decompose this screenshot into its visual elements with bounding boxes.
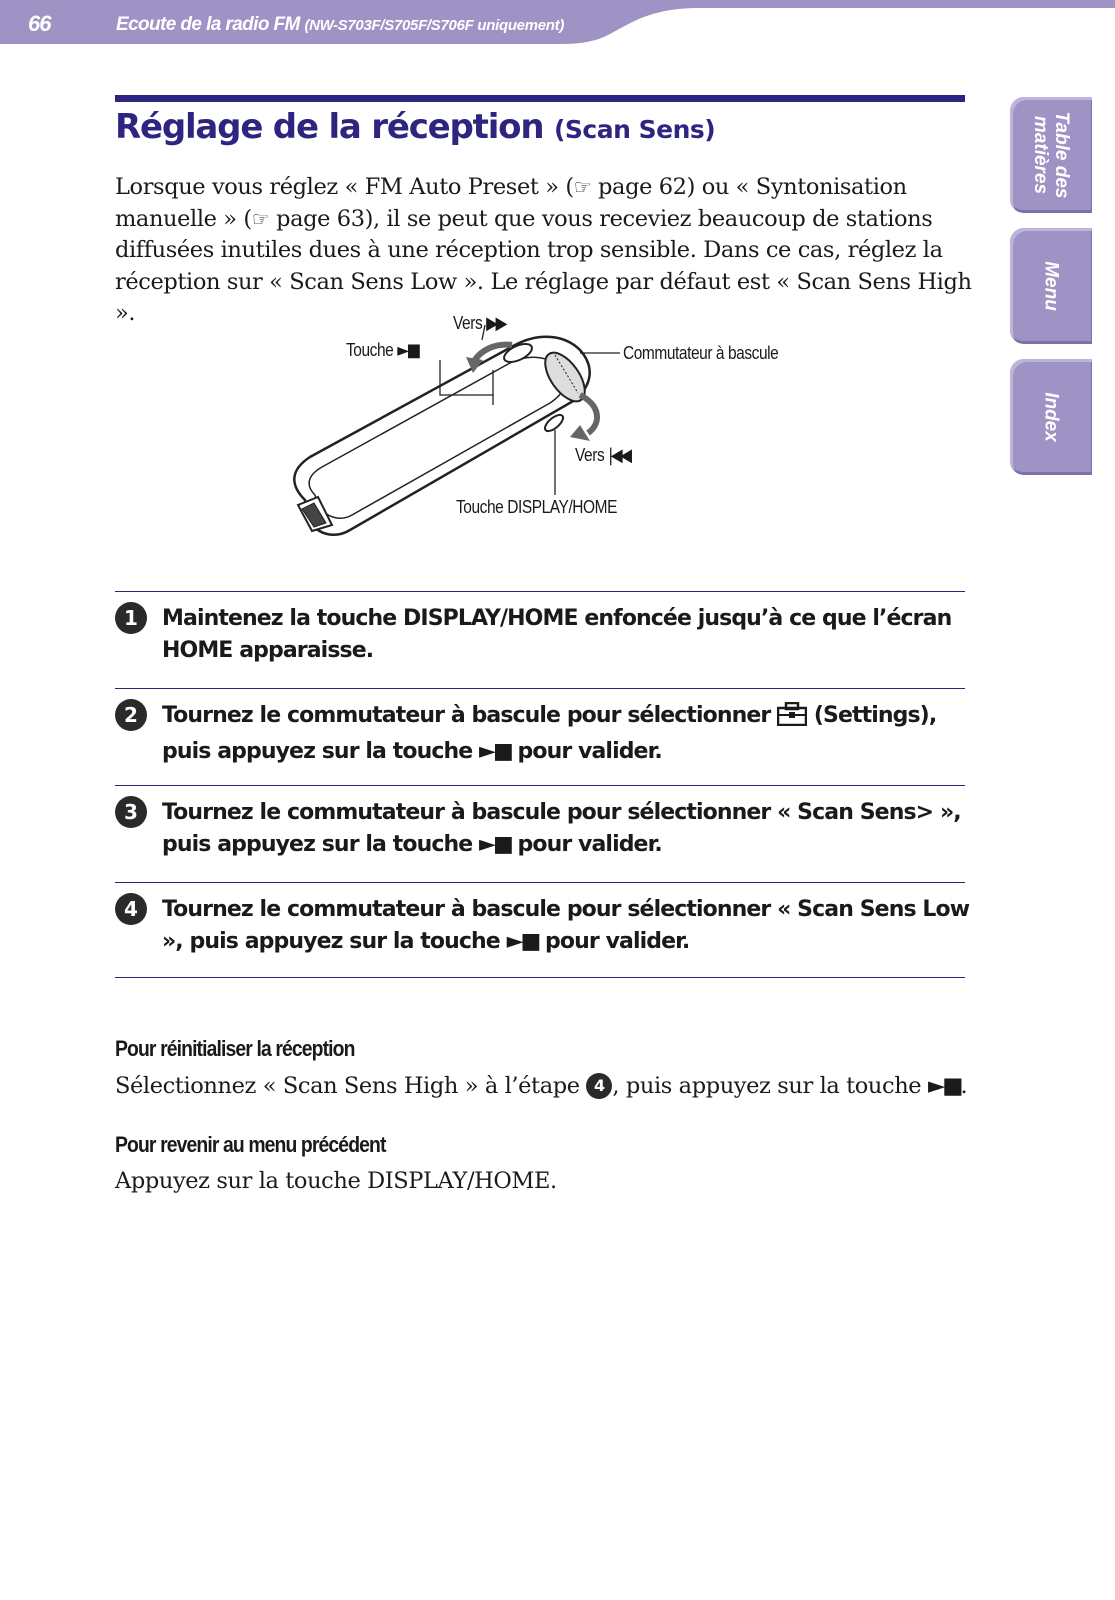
step-2: [115, 688, 965, 785]
step-3: [115, 785, 965, 882]
label-toggle: Commutateur à bascule: [623, 343, 779, 363]
play-stop-icon: ►■: [506, 929, 539, 954]
page-title-paren: (Scan Sens): [553, 115, 716, 144]
label-display-home: Touche DISPLAY/HOME: [456, 497, 618, 517]
previous-track-icon: |◀◀: [608, 445, 630, 466]
label-forward: Vers ▶▶: [453, 313, 505, 334]
device-illustration: [280, 305, 820, 550]
play-stop-icon: ►■: [397, 340, 419, 361]
tab-index[interactable]: [1010, 359, 1092, 475]
tab-table-of-contents-label: Table des matières: [1030, 111, 1072, 199]
fast-forward-icon: ▶▶: [486, 313, 505, 334]
chapter-title: Ecoute de la radio FM (NW-S703F/S705F/S706F uniquement): [116, 14, 565, 35]
note-text-reset: Sélectionnez « Scan Sens High » à l’étape 4 , puis appuyez sur la touche ►■.: [115, 1073, 968, 1099]
toolbox-icon: [777, 702, 807, 736]
hand-pointer-icon: ☞: [573, 175, 592, 199]
step-number: 1: [115, 602, 147, 634]
tab-table-of-contents[interactable]: [1010, 97, 1092, 213]
label-back: Vers |◀◀: [575, 445, 630, 466]
step-1: [115, 591, 965, 688]
label-play-button: Touche ►■: [346, 340, 419, 361]
step-number: 3: [115, 796, 147, 828]
hand-pointer-icon: ☞: [251, 206, 270, 231]
step-text: Tournez le commutateur à bascule pour sélectionner « Scan Sens> », puis appuyez sur la touche ►■ pour valider.: [162, 800, 961, 857]
tab-menu-label: Menu: [1040, 261, 1062, 311]
step-text: Tournez le commutateur à bascule pour sélectionner (Settings), puis appuyez sur la touche ►■ pour valider.: [162, 703, 937, 764]
note-heading-reset: Pour réinitialiser la réception: [115, 1036, 355, 1061]
play-stop-icon: ►■: [927, 1073, 961, 1099]
page-title: Réglage de la réception (Scan Sens): [115, 107, 716, 147]
step-text: Maintenez la touche DISPLAY/HOME enfoncée jusqu’à ce que l’écran HOME apparaisse.: [162, 606, 952, 663]
tab-menu[interactable]: [1010, 228, 1092, 344]
step-number: 4: [115, 893, 147, 925]
note-heading-back: Pour revenir au menu précédent: [115, 1132, 386, 1157]
play-stop-icon: ►■: [479, 739, 511, 764]
step-4: [115, 882, 970, 978]
step-text: Tournez le commutateur à bascule pour sélectionner « Scan Sens Low », puis appuyez sur la touche ►■ pour valider.: [162, 897, 970, 954]
step-ref-badge: 4: [586, 1073, 612, 1099]
steps-list: [115, 591, 970, 978]
chapter-subtitle: (NW-S703F/S705F/S706F uniquement): [304, 17, 565, 34]
tab-index-label: Index: [1040, 392, 1062, 442]
play-stop-icon: ►■: [479, 832, 511, 857]
step-number: 2: [115, 699, 147, 731]
title-rule: [115, 95, 965, 102]
page-header: [0, 0, 1115, 46]
page-number: 66: [28, 11, 51, 36]
note-text-back: Appuyez sur la touche DISPLAY/HOME.: [115, 1168, 557, 1194]
intro-paragraph: Lorsque vous réglez « FM Auto Preset » (☞ page 62) ou « Syntonisation manuelle » (☞ page 63), il se peut que vous receviez beaucoup de stations diffusées inutiles dues à une réception trop sensible. Dans ce cas, réglez la réception sur « Scan Sens Low ». Le réglage par défaut est « Scan Sens High ».: [115, 174, 972, 326]
